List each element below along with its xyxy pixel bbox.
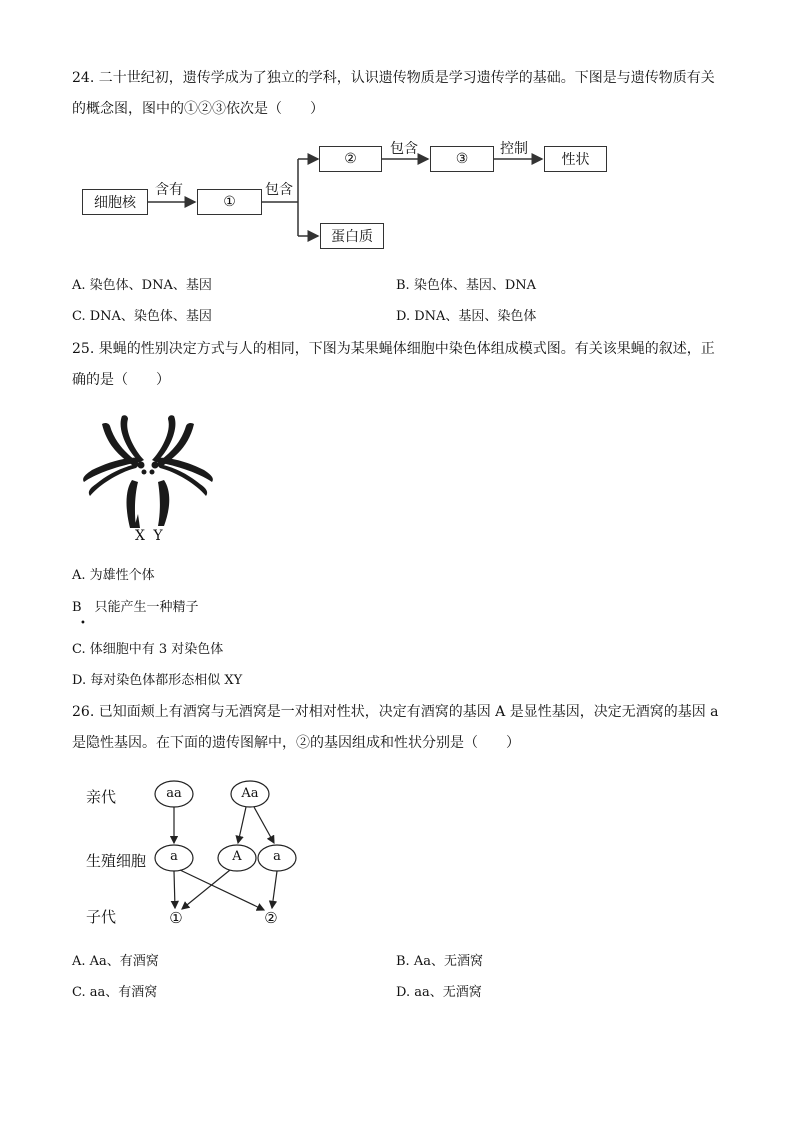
edge-label-controls: 控制 xyxy=(500,141,528,157)
gamete-1-label: a xyxy=(170,849,178,864)
dot-chromosome-4 xyxy=(150,470,155,475)
q25-option-a[interactable]: A. 为雄性个体 xyxy=(72,568,155,583)
stray-dot: • xyxy=(80,618,86,629)
dot-chromosome-2 xyxy=(152,462,159,469)
q26-stem-line1: 26. 已知面颊上有酒窝与无酒窝是一对相对性状，决定有酒窝的基因 A 是显性基因，决定无酒窝的基因 a xyxy=(72,704,719,720)
q24-concept-map xyxy=(0,0,794,260)
child-1-label: ① xyxy=(169,909,183,927)
box-1: ① xyxy=(197,189,262,215)
q24-option-b[interactable]: B. 染色体、基因、DNA xyxy=(396,278,537,293)
q26-stem-line2: 是隐性基因。在下面的遗传图解中，②的基因组成和性状分别是（ ） xyxy=(72,735,520,751)
box-3: ③ xyxy=(430,146,494,172)
edge-label-contains: 含有 xyxy=(155,182,183,198)
gamete-2-label: A xyxy=(232,849,242,864)
q25-option-b[interactable]: B 只能产生一种精子 xyxy=(72,600,199,615)
child-2-label: ② xyxy=(264,909,278,927)
q26-option-a[interactable]: A. Aa、有酒窝 xyxy=(72,954,159,969)
row-label-gamete: 生殖细胞 xyxy=(86,852,147,870)
dot-chromosome-3 xyxy=(142,470,147,475)
arrow-a2-to-2 xyxy=(272,871,277,908)
parent-right-genotype: Aa xyxy=(241,786,259,801)
box-trait: 性状 xyxy=(544,146,607,172)
q25-option-d[interactable]: D. 每对染色体都形态相似 XY xyxy=(72,673,243,688)
chromosome-figure xyxy=(78,410,218,545)
chromosome-drawing xyxy=(78,410,218,545)
row-label-parent: 亲代 xyxy=(86,788,117,806)
parent-left-genotype: aa xyxy=(166,786,182,801)
box-2: ② xyxy=(319,146,382,172)
q25-stem-line1: 25. 果蝇的性别决定方式与人的相同，下图为某果蝇体细胞中染色体组成模式图。有关该果蝇的叙述，正 xyxy=(72,341,715,357)
q26-option-d[interactable]: D. aa、无酒窝 xyxy=(396,985,482,1000)
q24-stem-line2: 的概念图，图中的①②③依次是（ ） xyxy=(72,101,324,117)
gamete-3-label: a xyxy=(273,849,281,864)
q24-option-a[interactable]: A. 染色体、DNA、基因 xyxy=(72,278,212,293)
q26-option-b[interactable]: B. Aa、无酒窝 xyxy=(396,954,483,969)
arrow-Aa-to-a xyxy=(254,807,274,843)
q25-stem-line2: 确的是（ ） xyxy=(72,372,170,388)
edge-label-includes-a: 包含 xyxy=(265,182,293,198)
box-protein: 蛋白质 xyxy=(320,223,384,249)
q24-stem-line1: 24. 二十世纪初，遗传学成为了独立的学科，认识遗传物质是学习遗传学的基础。下图是与遗传物质有关 xyxy=(72,70,715,86)
dot-chromosome-1 xyxy=(138,462,145,469)
row-label-offspring: 子代 xyxy=(86,908,117,926)
y-chromosome xyxy=(158,480,169,526)
inheritance-diagram xyxy=(0,770,794,940)
xy-label: X Y xyxy=(135,528,165,544)
inheritance-svg xyxy=(0,770,794,940)
box-nucleus: 细胞核 xyxy=(82,189,148,215)
q24-arrows xyxy=(0,0,794,260)
q24-option-c[interactable]: C. DNA、染色体、基因 xyxy=(72,309,212,324)
q26-option-c[interactable]: C. aa、有酒窝 xyxy=(72,985,158,1000)
q25-option-c[interactable]: C. 体细胞中有 3 对染色体 xyxy=(72,642,224,657)
q24-option-d[interactable]: D. DNA、基因、染色体 xyxy=(396,309,537,324)
arrow-Aa-to-A xyxy=(238,807,246,843)
arrow-a-to-1 xyxy=(174,871,175,908)
arrow-A-to-1 xyxy=(182,870,230,909)
edge-label-includes-b: 包含 xyxy=(390,141,418,157)
